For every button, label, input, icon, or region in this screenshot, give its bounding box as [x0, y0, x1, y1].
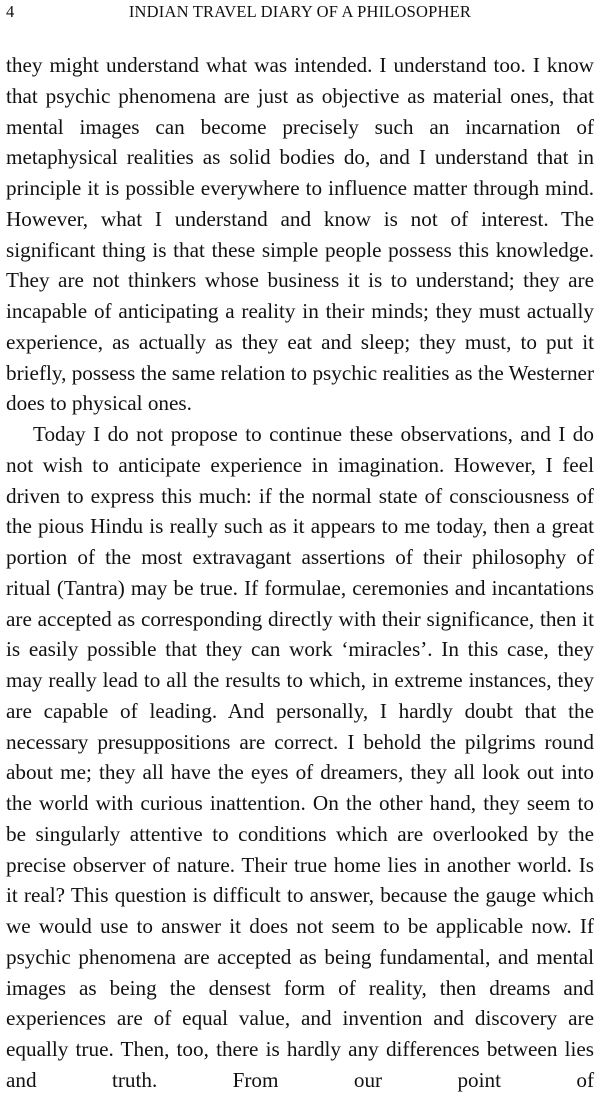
body-text: [6, 50, 594, 1096]
paragraph: Today I do not propose to continue these observations, and I do not wish to anticipate experience in imagination. However, I feel driven to express this much: if the normal state of consciousness of the pious Hindu is really such as it appears to me today, then a great portion of the most extravagant assertions of their philosophy of ritual (Tantra) may be true. If formulae, ceremonies and incantations are accepted as corresponding directly with their significance, then it is easily possible that they can work ‘miracles’. In this case, they may really lead to all the results to which, in extreme instances, they are capable of leading. And personally, I hardly doubt that the necessary presuppositions are correct. I behold the pilgrims round about me; they all have the eyes of dreamers, they all look out into the world with curious inattention. On the other hand, they seem to be singularly attentive to conditions which are overlooked by the precise observer of nature. Their true home lies in another world. Is it real? This question is difficult to answer, because the gauge which we would use to answer it does not seem to be applicable now. If psychic phenomena are accepted as being fundamental, and mental images as being the densest form of reality, then dreams and experiences are of equal value, and invention and discovery are equally true. Then, too, there is hardly any differences between lies and truth. From our point of: [6, 422, 594, 1092]
running-head: [6, 2, 594, 26]
page-number: 4: [6, 2, 15, 21]
book-title: INDIAN TRAVEL DIARY OF A PHILOSOPHER: [128, 2, 472, 21]
paragraph-continued: they might understand what was intended. I understand too. I know that psychic phenomena are just as objective as material ones, that mental images can become precisely such an incarnation of metaphysical realities as solid bodies do, and I understand that in principle it is possible everywhere to influence matter through mind. However, what I understand and know is not of interest. The significant thing is that these simple people possess this knowledge. They are not thinkers whose business it is to understand; they are incapable of anticipating a reality in their minds; they must actually experience, as actually as they eat and sleep; they must, to put it briefly, possess the same relation to psychic realities as the Westerner does to physical ones.: [6, 53, 594, 416]
